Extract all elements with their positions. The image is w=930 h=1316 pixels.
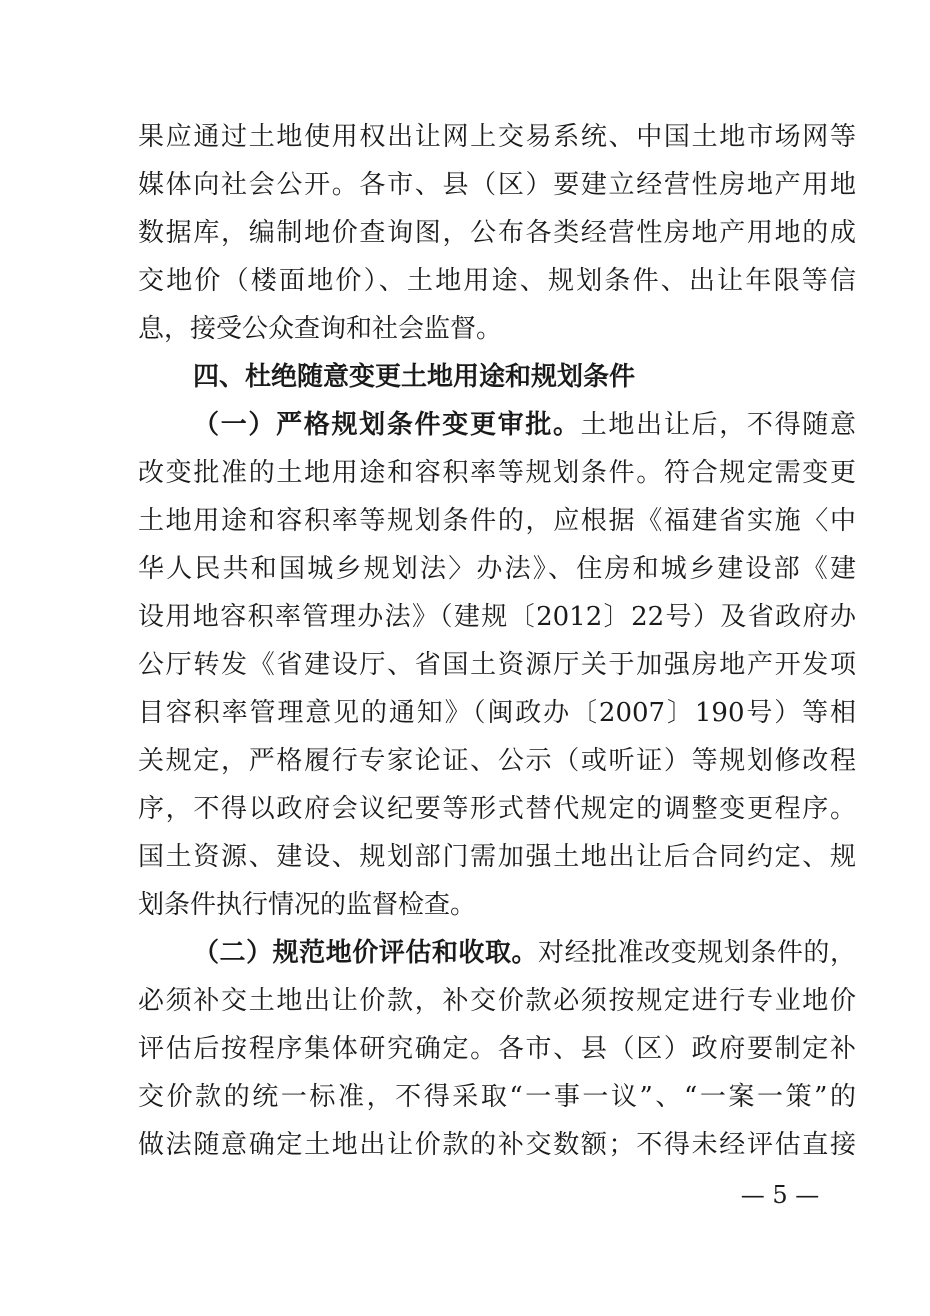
section-heading: 四、杜绝随意变更土地用途和规划条件 [193,362,636,392]
sub1-first-line-rest: 土地出让后，不得随意 [580,410,856,440]
line-text: 改变批准的土地用途和容积率等规划条件。符合规定需变更 [138,458,856,488]
line-text: 公厅转发《省建设厅、省国土资源厅关于加强房地产开发项 [138,650,856,680]
line-text: 序，不得以政府会议纪要等形式替代规定的调整变更程序。 [138,794,856,824]
line-text: 关规定，严格履行专家论证、公示（或听证）等规划修改程 [138,746,856,776]
line-text: 华人民共和国城乡规划法〉办法》、住房和城乡建设部《建 [138,554,856,584]
sub1-title: （一）严格规划条件变更审批。 [193,410,581,440]
line-text: 土地用途和容积率等规划条件的，应根据《福建省实施〈中 [138,506,856,536]
line-text: 划条件执行情况的监督检查。 [138,890,477,920]
line-text: 必须补交土地出让价款，补交价款必须按规定进行专业地价 [138,986,856,1016]
line-text: 国土资源、建设、规划部门需加强土地出让后合同约定、规 [138,842,856,872]
line-text: 做法随意确定土地出让价款的补交数额；不得未经评估直接 [138,1130,856,1160]
sub2-first-line-text [193,936,856,970]
page-number: — 5 — [740,1181,820,1209]
line-text: 数据库，编制地价查询图，公布各类经营性房地产用地的成 [138,218,856,248]
line-text: 交地价（楼面地价）、土地用途、规划条件、出让年限等信 [138,266,856,296]
line-text: 目容积率管理意见的通知》（闽政办〔2007〕190号）等相 [138,698,856,728]
line-text: 果应通过土地使用权出让网上交易系统、中国土地市场网等 [138,122,856,152]
line-text: 设用地容积率管理办法》（建规〔2012〕22号）及省政府办 [138,602,856,632]
sub2-title: （二）规范地价评估和收取。 [193,938,539,968]
line-text: 评估后按程序集体研究确定。各市、县（区）政府要制定补 [138,1034,856,1064]
line-text: 媒体向社会公开。各市、县（区）要建立经营性房地产用地 [138,170,856,200]
sub1-first-line-text [193,408,856,442]
line-text: 息，接受公众查询和社会监督。 [138,314,503,344]
sub2-first-line-rest: 对经批准改变规划条件的， [538,938,856,968]
line-text: 交价款的统一标准，不得采取“一事一议”、“一案一策”的 [138,1082,856,1112]
